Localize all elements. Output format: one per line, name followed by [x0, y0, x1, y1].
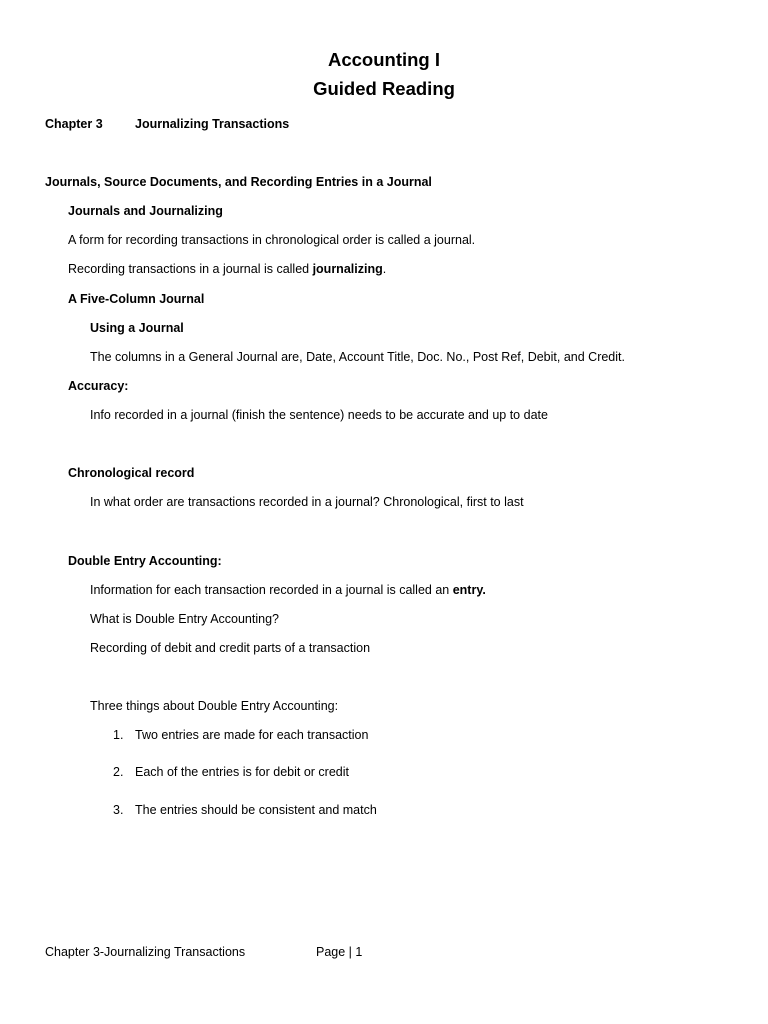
accuracy-heading: Accuracy: — [68, 379, 129, 393]
footer-chapter: Chapter 3-Journalizing Transactions — [45, 945, 246, 959]
journals-line2-term: journalizing — [312, 262, 383, 276]
double-entry-line1-term: entry. — [452, 583, 486, 597]
journals-line2-pre: Recording transactions in a journal is called — [68, 262, 313, 276]
double-entry-line1 — [90, 582, 486, 598]
double-entry-heading: Double Entry Accounting: — [68, 554, 222, 568]
journals-heading: Journals and Journalizing — [68, 204, 223, 218]
double-entry-question: What is Double Entry Accounting? — [90, 612, 279, 626]
list-item-text: Each of the entries is for debit or credit — [135, 765, 349, 779]
journal-columns-text: The columns in a General Journal are, Date, Account Title, Doc. No., Post Ref, Debit, and Credit. — [90, 350, 625, 364]
chapter-name: Journalizing Transactions — [135, 117, 290, 131]
double-entry-line1-pre: Information for each transaction recorded in a journal is called an — [90, 583, 453, 597]
list-item-text: The entries should be consistent and match — [135, 803, 377, 817]
three-things-intro: Three things about Double Entry Accounting: — [90, 699, 339, 713]
journals-line2 — [68, 261, 386, 277]
five-column-heading: A Five-Column Journal — [68, 292, 205, 306]
accuracy-text: Info recorded in a journal (finish the sentence) needs to be accurate and up to date — [90, 408, 548, 422]
chronological-heading: Chronological record — [68, 466, 195, 480]
list-item-text: Two entries are made for each transaction — [135, 728, 369, 742]
using-journal-heading: Using a Journal — [90, 321, 184, 335]
chronological-text: In what order are transactions recorded in a journal? Chronological, first to last — [90, 495, 524, 509]
journals-line1: A form for recording transactions in chronological order is called a journal. — [68, 233, 476, 247]
journals-line2-post: . — [382, 262, 387, 276]
list-item-number: 1. — [113, 728, 124, 742]
doc-subtitle: Guided Reading — [313, 78, 455, 99]
doc-title: Accounting I — [327, 49, 441, 70]
chapter-label: Chapter 3 — [45, 117, 103, 131]
list-item-number: 2. — [113, 765, 124, 779]
footer-page-number: Page | 1 — [316, 945, 363, 959]
section-heading: Journals, Source Documents, and Recording Entries in a Journal — [45, 175, 432, 189]
list-item-number: 3. — [113, 803, 124, 817]
double-entry-answer: Recording of debit and credit parts of a transaction — [90, 641, 371, 655]
